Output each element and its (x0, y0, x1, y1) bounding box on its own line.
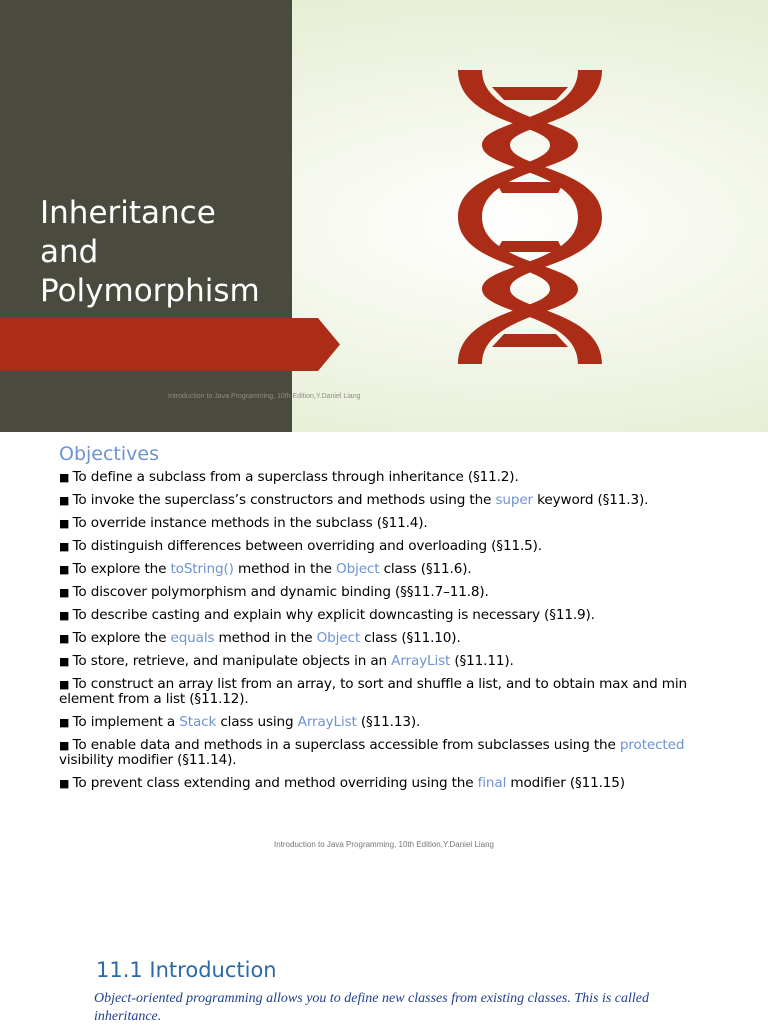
title-slide (0, 0, 768, 432)
objective-item (59, 493, 719, 508)
objective-text: To override instance methods in the subclass (§11.4). (72, 515, 428, 531)
objective-text: To explore the (72, 630, 171, 646)
objective-text: To invoke the superclass’s constructors and methods using the (72, 492, 496, 508)
slide-footer: Introduction to Java Programming, 10th Edition,Y.Daniel Liang (168, 393, 361, 400)
objective-item (59, 608, 719, 623)
objective-text: To construct an array list from an array, to sort and shuffle a list, and to obtain max and min element from a list (§11.12). (59, 676, 687, 707)
objective-text: class using (216, 714, 298, 730)
objectives-slide (0, 434, 768, 866)
objective-item (59, 470, 719, 485)
objectives-heading: Objectives (59, 443, 159, 465)
objective-item (59, 715, 719, 730)
objective-item (59, 516, 719, 531)
objective-text: To describe casting and explain why explicit downcasting is necessary (§11.9). (72, 607, 595, 623)
keyword-highlight: Object (336, 561, 380, 577)
objective-text: (§11.11). (450, 653, 514, 669)
objectives-list (59, 470, 719, 799)
objective-text: modifier (§11.15) (506, 775, 625, 791)
objective-text: To prevent class extending and method overriding using the (72, 775, 478, 791)
keyword-highlight: Stack (179, 714, 217, 730)
objective-text: keyword (§11.3). (532, 492, 649, 508)
keyword-highlight: protected (619, 737, 685, 753)
intro-paragraph: Object-oriented programming allows you to define new classes from existing classes. This is called inheritance. (94, 991, 650, 1024)
keyword-highlight: final (477, 775, 507, 791)
keyword-highlight: Object (316, 630, 360, 646)
objective-text: class (§11.10). (360, 630, 461, 646)
objective-item (59, 738, 719, 768)
section-heading: 11.1 Introduction (96, 958, 277, 982)
keyword-highlight: ArrayList (391, 653, 451, 669)
objective-item (59, 562, 719, 577)
objective-item (59, 539, 719, 554)
objective-text: To store, retrieve, and manipulate objects in an (72, 653, 392, 669)
objective-item (59, 631, 719, 646)
objective-text: method in the (233, 561, 337, 577)
accent-ribbon (0, 318, 340, 371)
objective-text: (§11.13). (356, 714, 421, 730)
keyword-highlight: toString() (170, 561, 234, 577)
objective-text: method in the (214, 630, 317, 646)
objective-text: To define a subclass from a superclass through inheritance (§11.2). (72, 469, 519, 485)
objective-text: visibility modifier (§11.14). (59, 752, 237, 768)
objective-text: To enable data and methods in a superclass accessible from subclasses using the (72, 737, 620, 753)
introduction-slide (0, 940, 768, 1024)
objective-text: To discover polymorphism and dynamic binding (§§11.7–11.8). (72, 584, 489, 600)
objective-item (59, 677, 719, 707)
slide-title: Inheritance and Polymorphism (40, 195, 260, 309)
objective-text: To implement a (72, 714, 180, 730)
objective-item (59, 585, 719, 600)
objective-item (59, 654, 719, 669)
slide-footer: Introduction to Java Programming, 10th Edition,Y.Daniel Liang (274, 840, 494, 849)
keyword-highlight: equals (170, 630, 215, 646)
objective-text: class (§11.6). (379, 561, 472, 577)
objective-text: To distinguish differences between overriding and overloading (§11.5). (72, 538, 542, 554)
objective-item (59, 776, 719, 791)
dna-helix-illustration (452, 70, 608, 364)
keyword-highlight: ArrayList (297, 714, 357, 730)
objective-text: To explore the (72, 561, 171, 577)
keyword-highlight: super (495, 492, 533, 508)
